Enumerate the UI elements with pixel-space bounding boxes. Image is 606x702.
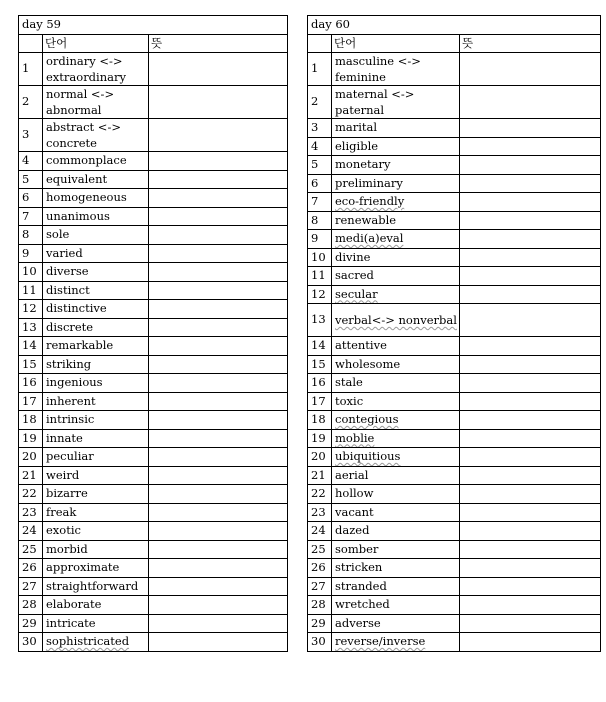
meaning-cell[interactable] [149,119,288,152]
word-cell[interactable]: distinctive [43,300,149,319]
word-cell[interactable]: remarkable [43,337,149,356]
vocab-row [19,355,288,374]
row-number: 13 [308,304,332,337]
row-number: 13 [19,318,43,337]
row-number: 23 [308,503,332,522]
meaning-cell[interactable] [149,577,288,596]
row-number: 10 [308,248,332,267]
row-number: 24 [308,522,332,541]
vocab-row [308,355,601,374]
word-cell[interactable]: abstract <-> concrete [43,119,149,152]
vocab-row [19,485,288,504]
vocab-row [308,411,601,430]
meaning-cell[interactable] [149,337,288,356]
word-cell[interactable]: stranded [332,577,460,596]
day59-header-meaning[interactable]: 뜻 [149,34,288,53]
word-cell[interactable]: unanimous [43,207,149,226]
meaning-cell[interactable] [149,152,288,171]
word-cell[interactable]: attentive [332,337,460,356]
word-cell[interactable]: diverse [43,263,149,282]
vocab-row [19,318,288,337]
row-number: 19 [19,429,43,448]
row-number: 27 [308,577,332,596]
row-number: 14 [308,337,332,356]
word-cell[interactable]: intricate [43,614,149,633]
row-number: 25 [308,540,332,559]
row-number: 29 [308,614,332,633]
word-cell[interactable]: elaborate [43,596,149,615]
row-number: 3 [19,119,43,152]
meaning-cell[interactable] [149,614,288,633]
row-number: 7 [19,207,43,226]
word-cell[interactable]: monetary [332,156,460,175]
meaning-cell[interactable] [460,466,601,485]
word-cell[interactable]: discrete [43,318,149,337]
meaning-cell[interactable] [460,374,601,393]
word-cell[interactable]: wretched [332,596,460,615]
meaning-cell[interactable] [149,318,288,337]
word-cell[interactable]: distinct [43,281,149,300]
row-number: 5 [308,156,332,175]
row-number: 12 [19,300,43,319]
vocab-row [19,448,288,467]
word-cell[interactable]: peculiar [43,448,149,467]
row-number: 21 [19,466,43,485]
meaning-cell[interactable] [149,207,288,226]
row-number: 14 [19,337,43,356]
vocab-row [308,485,601,504]
meaning-cell[interactable] [460,448,601,467]
row-number: 18 [308,411,332,430]
vocab-row [308,230,601,249]
word-cell[interactable]: varied [43,244,149,263]
meaning-cell[interactable] [149,522,288,541]
row-number: 20 [19,448,43,467]
word-cell[interactable]: bizarre [43,485,149,504]
row-number: 6 [19,189,43,208]
vocab-row [19,300,288,319]
row-number: 12 [308,285,332,304]
word-cell[interactable]: marital [332,119,460,138]
row-number: 17 [19,392,43,411]
vocab-row [19,263,288,282]
word-cell[interactable]: innate [43,429,149,448]
word-cell[interactable]: masculine <-> feminine [332,53,460,86]
meaning-cell[interactable] [149,559,288,578]
row-number: 30 [308,633,332,652]
meaning-cell[interactable] [149,281,288,300]
word-cell[interactable]: eco-friendly [332,193,460,212]
meaning-cell[interactable] [149,86,288,119]
meaning-cell[interactable] [460,355,601,374]
meaning-cell[interactable] [149,374,288,393]
vocab-row [308,522,601,541]
word-cell[interactable]: approximate [43,559,149,578]
row-number: 27 [19,577,43,596]
meaning-cell[interactable] [149,170,288,189]
row-number: 26 [19,559,43,578]
word-cell[interactable]: sole [43,226,149,245]
meaning-cell[interactable] [149,429,288,448]
word-cell[interactable]: sophistricated [43,633,149,652]
row-number: 8 [19,226,43,245]
row-number: 17 [308,392,332,411]
vocab-row [308,174,601,193]
row-number: 25 [19,540,43,559]
day60-header-word[interactable]: 단어 [332,34,460,53]
word-cell[interactable]: equivalent [43,170,149,189]
day60-header-meaning[interactable]: 뜻 [460,34,601,53]
vocab-row [308,285,601,304]
vocab-row [19,559,288,578]
word-cell[interactable]: hollow [332,485,460,504]
vocab-row [308,596,601,615]
meaning-cell[interactable] [149,53,288,86]
vocab-row [19,152,288,171]
word-cell[interactable]: moblie [332,429,460,448]
row-number: 21 [308,466,332,485]
vocab-row [19,244,288,263]
vocab-row [308,248,601,267]
day59-header-num [19,34,43,53]
word-cell[interactable]: normal <-> abnormal [43,86,149,119]
word-cell[interactable]: ubiquitious [332,448,460,467]
word-cell[interactable]: ingenious [43,374,149,393]
meaning-cell[interactable] [460,540,601,559]
vocab-row [308,559,601,578]
meaning-cell[interactable] [460,337,601,356]
meaning-cell[interactable] [460,411,601,430]
row-number: 15 [308,355,332,374]
vocab-row [19,633,288,652]
vocab-row [308,337,601,356]
vocab-row [19,189,288,208]
vocab-row [308,267,601,286]
meaning-cell[interactable] [460,211,601,230]
meaning-cell[interactable] [460,577,601,596]
vocab-row [19,577,288,596]
vocab-row [308,448,601,467]
meaning-cell[interactable] [149,411,288,430]
word-cell[interactable]: adverse [332,614,460,633]
row-number: 23 [19,503,43,522]
row-number: 11 [308,267,332,286]
vocab-row [308,53,601,86]
word-cell[interactable]: ordinary <-> extraordinary [43,53,149,86]
vocab-row [19,596,288,615]
row-number: 2 [308,86,332,119]
meaning-cell[interactable] [149,633,288,652]
word-cell[interactable]: aerial [332,466,460,485]
meaning-cell[interactable] [149,392,288,411]
row-number: 29 [19,614,43,633]
meaning-cell[interactable] [460,633,601,652]
meaning-cell[interactable] [460,137,601,156]
meaning-cell[interactable] [460,503,601,522]
row-number: 1 [308,53,332,86]
word-cell[interactable]: verbal<-> nonverbal [332,304,460,337]
vocab-row [308,633,601,652]
meaning-cell[interactable] [460,174,601,193]
vocab-row [308,156,601,175]
meaning-cell[interactable] [460,522,601,541]
day60-table [307,15,601,652]
day60-header-num [308,34,332,53]
row-number: 22 [19,485,43,504]
word-cell[interactable]: reverse/inverse [332,633,460,652]
vocab-row [308,429,601,448]
vocab-row [19,337,288,356]
meaning-cell[interactable] [460,429,601,448]
vocab-row [19,374,288,393]
vocab-row [19,226,288,245]
row-number: 20 [308,448,332,467]
word-cell[interactable]: divine [332,248,460,267]
vocab-row [19,392,288,411]
meaning-cell[interactable] [460,86,601,119]
word-cell[interactable]: sacred [332,267,460,286]
row-number: 9 [308,230,332,249]
meaning-cell[interactable] [460,193,601,212]
meaning-cell[interactable] [460,230,601,249]
word-cell[interactable]: homogeneous [43,189,149,208]
vocab-row [308,211,601,230]
row-number: 16 [308,374,332,393]
row-number: 9 [19,244,43,263]
vocab-row [19,86,288,119]
vocab-row [308,577,601,596]
row-number: 6 [308,174,332,193]
row-number: 19 [308,429,332,448]
row-number: 18 [19,411,43,430]
day59-title[interactable]: day 59 [19,16,288,35]
row-number: 4 [19,152,43,171]
row-number: 28 [308,596,332,615]
word-cell[interactable]: eligible [332,137,460,156]
meaning-cell[interactable] [149,503,288,522]
meaning-cell[interactable] [460,267,601,286]
meaning-cell[interactable] [460,485,601,504]
meaning-cell[interactable] [149,540,288,559]
vocab-row [308,540,601,559]
row-number: 8 [308,211,332,230]
vocab-row [308,614,601,633]
word-cell[interactable]: somber [332,540,460,559]
word-cell[interactable]: renewable [332,211,460,230]
vocab-row [308,137,601,156]
meaning-cell[interactable] [149,448,288,467]
row-number: 30 [19,633,43,652]
vocab-row [19,119,288,152]
meaning-cell[interactable] [149,355,288,374]
word-cell[interactable]: exotic [43,522,149,541]
meaning-cell[interactable] [460,156,601,175]
meaning-cell[interactable] [149,226,288,245]
word-cell[interactable]: dazed [332,522,460,541]
row-number: 4 [308,137,332,156]
vocab-row [308,374,601,393]
vocab-row [308,392,601,411]
day59-table [18,15,288,652]
word-cell[interactable]: wholesome [332,355,460,374]
day59-header-word[interactable]: 단어 [43,34,149,53]
row-number: 22 [308,485,332,504]
word-cell[interactable]: straightforward [43,577,149,596]
row-number: 28 [19,596,43,615]
row-number: 2 [19,86,43,119]
word-cell[interactable]: weird [43,466,149,485]
vocab-row [19,466,288,485]
vocab-row [19,411,288,430]
word-cell[interactable]: contegious [332,411,460,430]
word-cell[interactable]: commonplace [43,152,149,171]
meaning-cell[interactable] [460,285,601,304]
row-number: 16 [19,374,43,393]
meaning-cell[interactable] [460,304,601,337]
row-number: 1 [19,53,43,86]
row-number: 11 [19,281,43,300]
row-number: 26 [308,559,332,578]
vocab-row [308,503,601,522]
meaning-cell[interactable] [460,596,601,615]
word-cell[interactable]: secular [332,285,460,304]
vocab-row [19,522,288,541]
meaning-cell[interactable] [460,614,601,633]
vocab-row [308,193,601,212]
vocab-row [19,53,288,86]
row-number: 3 [308,119,332,138]
row-number: 7 [308,193,332,212]
word-cell[interactable]: intrinsic [43,411,149,430]
word-cell[interactable]: maternal <-> paternal [332,86,460,119]
vocab-row [308,466,601,485]
vocab-row [308,119,601,138]
row-number: 5 [19,170,43,189]
word-cell[interactable]: freak [43,503,149,522]
meaning-cell[interactable] [149,485,288,504]
vocab-row [19,281,288,300]
vocab-row [19,170,288,189]
word-cell[interactable]: vacant [332,503,460,522]
meaning-cell[interactable] [149,244,288,263]
row-number: 10 [19,263,43,282]
word-cell[interactable]: morbid [43,540,149,559]
day60-title[interactable]: day 60 [308,16,601,35]
meaning-cell[interactable] [149,263,288,282]
meaning-cell[interactable] [149,466,288,485]
meaning-cell[interactable] [460,559,601,578]
meaning-cell[interactable] [149,596,288,615]
word-cell[interactable]: toxic [332,392,460,411]
meaning-cell[interactable] [460,53,601,86]
row-number: 15 [19,355,43,374]
meaning-cell[interactable] [460,248,601,267]
row-number: 24 [19,522,43,541]
vocab-row [19,540,288,559]
word-cell[interactable]: stricken [332,559,460,578]
meaning-cell[interactable] [460,119,601,138]
vocab-row [19,207,288,226]
meaning-cell[interactable] [149,189,288,208]
vocab-row [19,503,288,522]
vocab-row [308,86,601,119]
word-cell[interactable]: striking [43,355,149,374]
word-cell[interactable]: inherent [43,392,149,411]
word-cell[interactable]: medi(a)eval [332,230,460,249]
vocab-row [308,304,601,337]
meaning-cell[interactable] [149,300,288,319]
vocab-row [19,614,288,633]
meaning-cell[interactable] [460,392,601,411]
word-cell[interactable]: stale [332,374,460,393]
vocab-row [19,429,288,448]
word-cell[interactable]: preliminary [332,174,460,193]
